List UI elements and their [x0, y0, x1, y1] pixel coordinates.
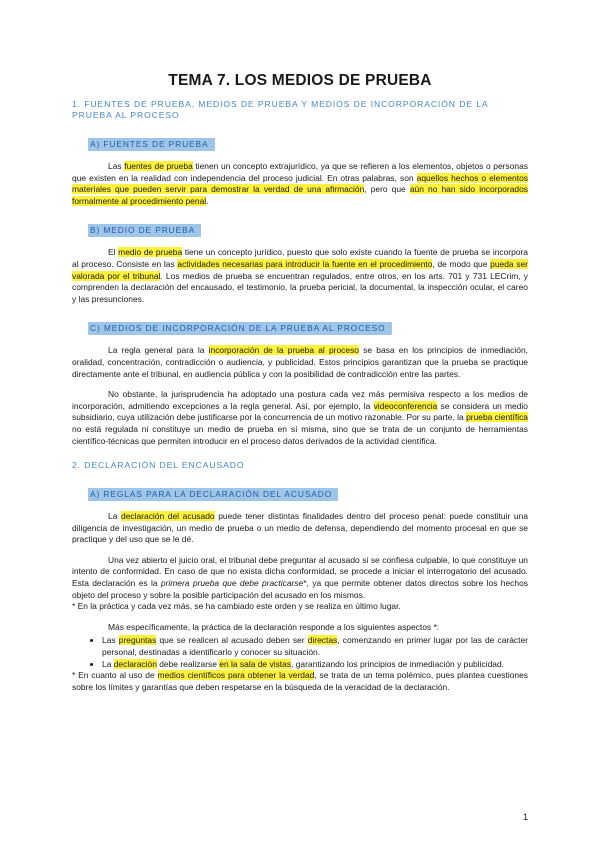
- highlight: prueba científica: [466, 412, 528, 423]
- text: La: [102, 658, 114, 669]
- text: No obstante, la jurisprudencia ha adoptado una postura cada vez más permisiva respecto a los medios de incorporación, admitiendo excepciones a la regla general. Así, por ejemplo, la: [72, 389, 528, 411]
- highlight: aquellos hechos o elementos materiales que pueden servir para demostrar la verdad de una afirmación: [72, 172, 528, 195]
- subheading-incorporacion: C) MEDIOS DE INCORPORACIÓN DE LA PRUEBA AL PROCESO: [88, 322, 392, 335]
- footnote-scientific: [72, 670, 528, 693]
- text: La: [108, 511, 122, 522]
- text: Las: [108, 161, 125, 171]
- text: , garantizando los principios de inmediación y publicidad.: [291, 658, 504, 669]
- highlight: videoconferencia: [373, 400, 438, 411]
- text: *, ya que permite obtener datos directos sobre los hechos objeto del proceso y sobre la posible participación del acusado en los mismos.: [72, 578, 528, 600]
- text: La regla general para la: [108, 345, 209, 356]
- text: * En cuanto al uso de: [72, 670, 158, 681]
- highlight: directas: [307, 635, 338, 646]
- highlight: incorporación de la prueba al proceso: [208, 345, 359, 356]
- aspects-list: [72, 635, 528, 670]
- italic-text: primera prueba que debe practicarse: [160, 578, 304, 589]
- footnote-order: * En la práctica y cada vez más, se ha cambiado este orden y se realiza en último lugar.: [72, 601, 401, 612]
- text: tiene un concepto jurídico, puesto que solo existe cuando la fuente de prueba se incorpora al proceso. Consiste en las: [72, 247, 529, 269]
- text: que se realicen al acusado deben ser: [156, 635, 308, 646]
- page-number: 1: [522, 812, 528, 822]
- text: Una vez abierto el juicio oral, el tribunal debe preguntar al acusado si se confiesa culpable, lo que constituye un intento de conformidad. En caso de que no exista dicha conformidad, se procede a iniciar el interrogatorio del acusado. Esta declaración es la: [72, 554, 528, 589]
- text: .: [206, 195, 209, 206]
- text: , de modo que: [432, 258, 491, 269]
- highlight: en la sala de vistas: [219, 658, 292, 669]
- paragraph-aspectos: Más específicamente, la práctica de la declaración responde a los siguientes aspectos *:: [108, 621, 440, 632]
- highlight: medio de prueba: [118, 247, 183, 258]
- text: Las: [102, 635, 119, 646]
- paragraph-jurisprudencia: [72, 389, 528, 447]
- paragraph-incorporacion: [72, 345, 528, 380]
- paragraph-medio: [72, 247, 528, 305]
- subheading-reglas: A) REGLAS PARA LA DECLARACIÓN DEL ACUSADO: [88, 488, 338, 501]
- text: tienen un concepto extrajurídico, ya que se refieren a los elementos, objetos o personas que existen en la realidad con independencia del proceso judicial. En otras palabras, son: [72, 161, 529, 183]
- section-heading-2: 2. DECLARACIÓN DEL ENCAUSADO: [72, 460, 245, 471]
- paragraph-fuentes: [72, 161, 528, 207]
- text: se considera un medio subsidiario, cuya utilización debe justificarse por la concurrencia de un motivo razonable. Por su parte, la: [72, 400, 528, 423]
- highlight: declaración: [113, 658, 157, 669]
- text: El: [108, 247, 119, 258]
- text: . Los medios de prueba se encuentran regulados, entre otros, en los arts. 701 y 731 LECrim, y comprenden la declaración del encausado, el testimonio, la prueba pericial, la documental, la inspección ocular, el careo y las presunciones.: [72, 270, 528, 304]
- highlight: aún no han sido incorporados formalmente al procedimiento penal: [72, 184, 528, 206]
- text: , comenzando en primer lugar por las de carácter personal, destinadas a identificarlo y conocer su situación.: [102, 635, 528, 658]
- highlight: fuentes de prueba: [124, 161, 193, 171]
- highlight: preguntas: [118, 635, 157, 646]
- text: puede tener distintas finalidades dentro del proceso penal: puede constituir una diligencia de investigación, un medio de prueba o un medio de defensa, dependiendo del momento procesal en que se practique y del uso que se le dé.: [72, 511, 528, 545]
- document-title: TEMA 7. LOS MEDIOS DE PRUEBA: [168, 72, 432, 89]
- subheading-fuentes: A) FUENTES DE PRUEBA: [88, 138, 215, 151]
- text: debe realizarse: [156, 658, 220, 669]
- subheading-d-wrap: [72, 484, 528, 502]
- text: se basa en los principios de inmediación, oralidad, concentración, contradicción o audiencia, y publicidad. Estos principios garantizan que la prueba se practique directamente ante el tribunal, en audiencia pública y con la posibilidad de contradicción entre las partes.: [72, 345, 528, 379]
- paragraph-declaracion: [72, 511, 528, 546]
- text: , se trata de un tema polémico, pues plantea cuestiones sobre los límites y garantías que deben respetarse en la búsqueda de la veracidad de la declaración.: [72, 670, 528, 692]
- subheading-c-wrap: [72, 318, 528, 336]
- subheading-medio: B) MEDIO DE PRUEBA: [88, 224, 201, 237]
- section-heading-1: 1. FUENTES DE PRUEBA, MEDIOS DE PRUEBA Y MEDIOS DE INCORPORACIÓN DE LA PRUEBA AL PROCESO: [72, 99, 489, 120]
- text: no está regulada ni constituye un medio de prueba en sí misma, sino que se trata de un conjunto de herramientas científico-técnicas que permiten introducir en el proceso datos derivados de la actividad científica.: [72, 423, 528, 446]
- highlight: actividades necesarias para introducir la fuente en el procedimiento: [177, 258, 433, 269]
- paragraph-juicio-oral: [72, 555, 528, 601]
- subheading-b-wrap: [72, 220, 528, 238]
- highlight: declaración del acusado: [121, 511, 215, 522]
- highlight: pueda ser valorada por el tribunal: [72, 258, 528, 281]
- list-item: [102, 659, 528, 671]
- highlight: medios científicos para obtener la verdad: [157, 670, 315, 681]
- text: , pero que: [364, 184, 410, 195]
- subheading-a-wrap: [72, 134, 528, 152]
- list-item: [102, 635, 528, 658]
